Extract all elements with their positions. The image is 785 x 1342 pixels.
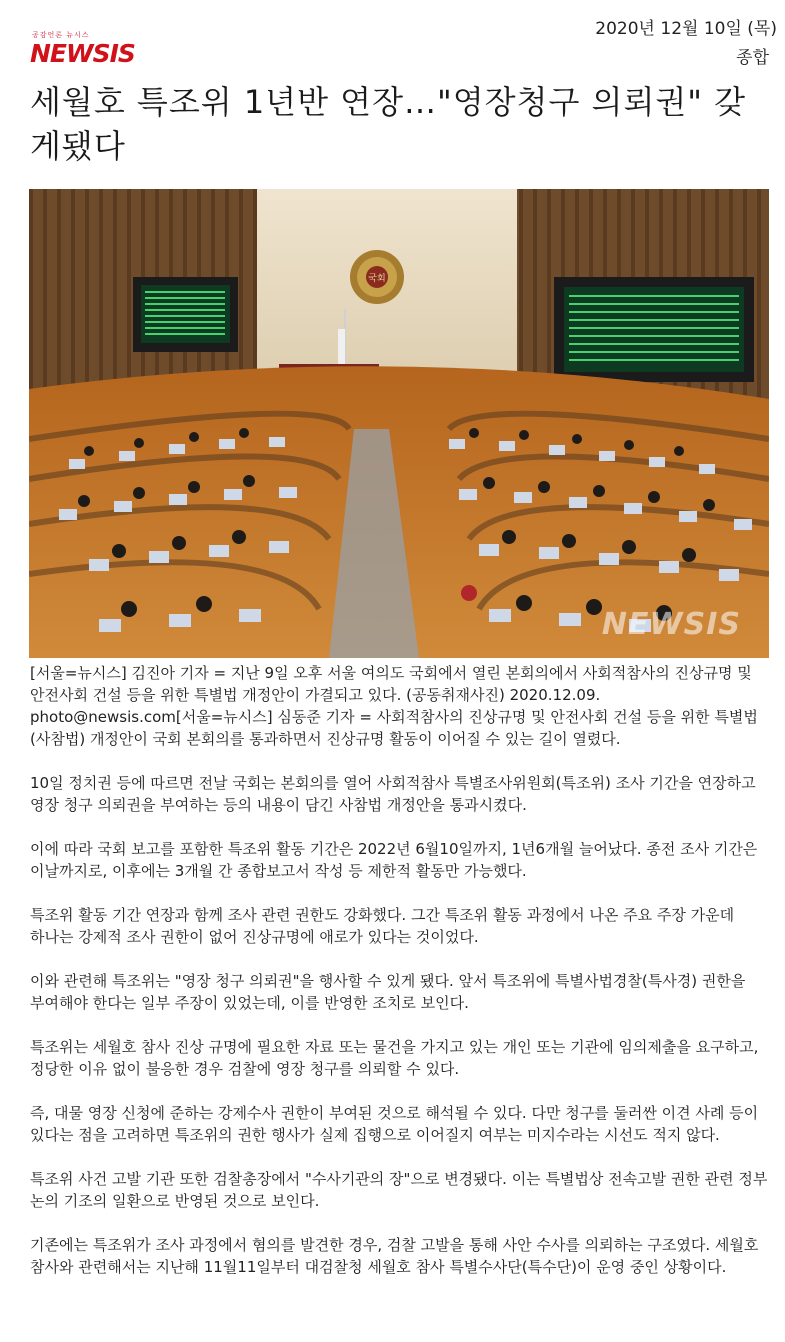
article-paragraph: 즉, 대물 영장 신청에 준하는 강제수사 권한이 부여된 것으로 해석될 수 있다. 다만 청구를 둘러싼 이견 사례 등이 있다는 점을 고려하면 특조위의 권한 행사가 실제 집행으로 이어질지 여부는 미지수라는 시선도 적지 않다.: [30, 1104, 759, 1144]
assembly-hall-illustration: [29, 189, 769, 658]
publish-date: 2020년 12월 10일 (목): [595, 19, 777, 39]
article-paragraph: [서울=뉴시스] 김진아 기자 = 지난 9일 오후 서울 여의도 국회에서 열린 본회의에서 사회적참사의 진상규명 및 안전사회 건설 등을 위한 특별법 개정안이 가결되고 있다. (공동취재사진) 2020.12.09. photo@newsis.com[서울=뉴시스] 심동준 기자 = 사회적참사의 진상규명 및 안전사회 건설 등을 위한 특별법(사참법) 개정안이 국회 본회의를 통과하면서 진상규명 활동이 이어질 수 있는 길이 열렸다.: [30, 664, 758, 748]
photo-watermark: NEWSIS: [601, 607, 741, 642]
masthead: [0, 0, 785, 80]
article-paragraph: 특조위 사건 고발 기관 또한 검찰총장에서 "수사기관의 장"으로 변경됐다. 이는 특별법상 전속고발 권한 관련 정부 논의 기조의 일환으로 반영된 것으로 보인다.: [30, 1170, 768, 1210]
newsis-logo[interactable]: [30, 30, 155, 70]
article-headline: 세월호 특조위 1년반 연장…"영장청구 의뢰권" 갖게됐다: [30, 83, 747, 165]
section-label: 종합: [736, 48, 769, 68]
logo-tagline: 공감언론 뉴시스: [32, 31, 90, 39]
article-paragraph: 기존에는 특조위가 조사 과정에서 혐의를 발견한 경우, 검찰 고발을 통해 사안 수사를 의뢰하는 구조였다. 세월호 참사와 관련해서는 지난해 11월11일부터 대검찰청 세월호 참사 특별수사단(특수단)이 운영 중인 상황이다.: [30, 1236, 759, 1276]
article-body: [30, 662, 772, 1300]
emblem-text: 국회: [368, 274, 386, 284]
article-paragraph: 10일 정치권 등에 따르면 전날 국회는 본회의를 열어 사회적참사 특별조사위원회(특조위) 조사 기간을 연장하고 영장 청구 의뢰권을 부여하는 등의 내용이 담긴 사참법 개정안을 통과시켰다.: [30, 774, 756, 814]
article-photo: [29, 189, 769, 658]
article-paragraph: 특조위는 세월호 참사 진상 규명에 필요한 자료 또는 물건을 가지고 있는 개인 또는 기관에 임의제출을 요구하고, 정당한 이유 없이 불응한 경우 검찰에 영장 청구를 의뢰할 수 있다.: [30, 1038, 759, 1078]
article-paragraph: 이에 따라 국회 보고를 포함한 특조위 활동 기간은 2022년 6월10일까지, 1년6개월 늘어났다. 종전 조사 기간은 이날까지로, 이후에는 3개월 간 종합보고서 작성 등 제한적 활동만 가능했다.: [30, 840, 758, 880]
article-paragraph: 특조위 활동 기간 연장과 함께 조사 관련 권한도 강화했다. 그간 특조위 활동 과정에서 나온 주요 주장 가운데 하나는 강제적 조사 권한이 없어 진상규명에 애로가 있다는 것이었다.: [30, 906, 735, 946]
article-paragraph: 이와 관련해 특조위는 "영장 청구 의뢰권"을 행사할 수 있게 됐다. 앞서 특조위에 특별사법경찰(특사경) 권한을 부여해야 한다는 일부 주장이 있었는데, 이를 반영한 조치로 보인다.: [30, 972, 746, 1012]
logo-wordmark: NEWSIS: [30, 39, 135, 68]
